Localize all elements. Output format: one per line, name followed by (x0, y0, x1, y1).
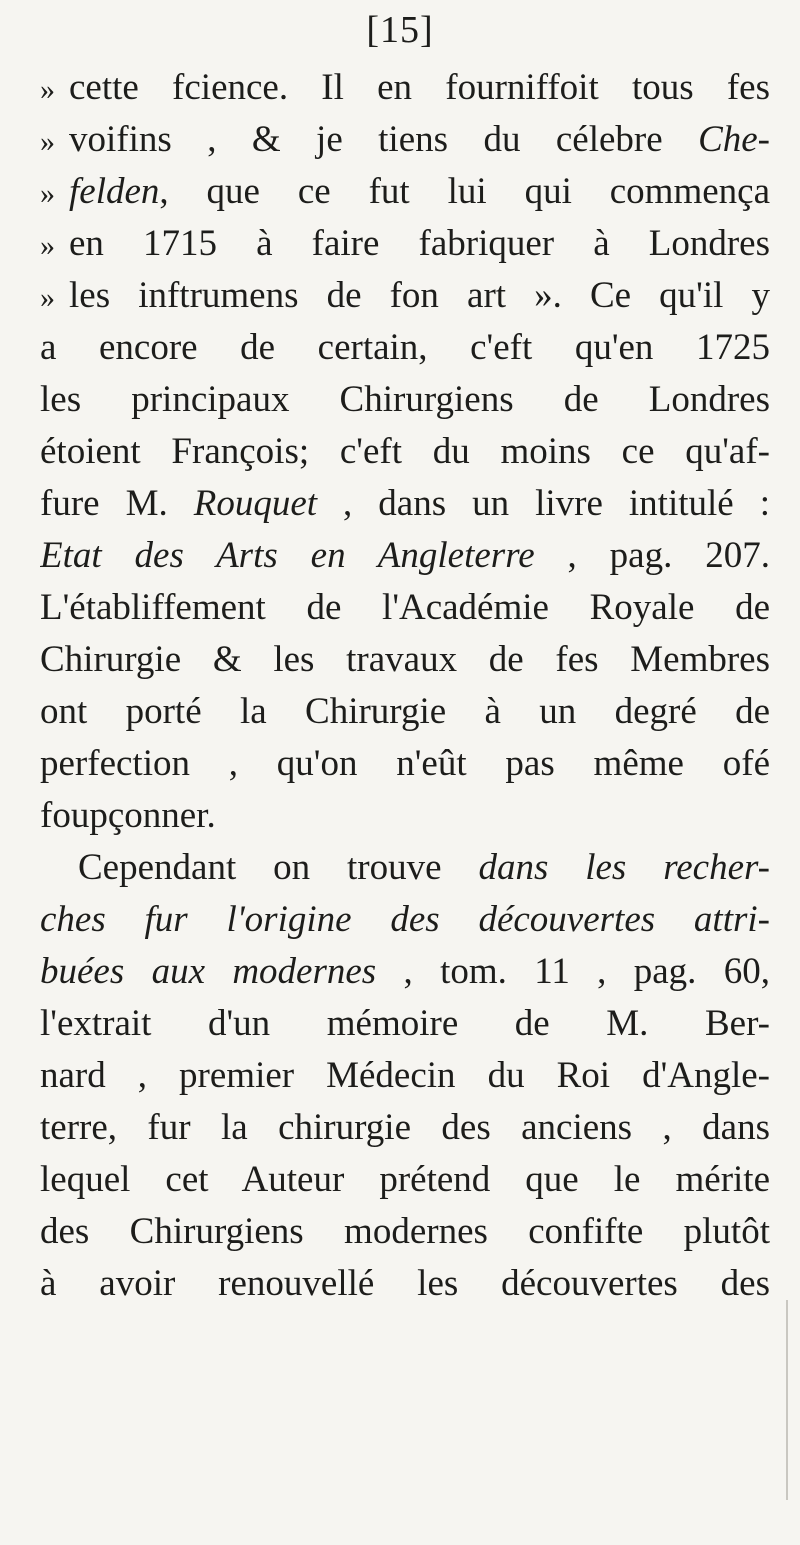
text-segment: les principaux Chirurgiens de Londres (40, 379, 770, 420)
quote-mark: » (40, 73, 55, 106)
quote-mark: » (40, 229, 55, 262)
quote-mark: » (40, 281, 55, 314)
text-line (40, 582, 770, 634)
italic-text: Rouquet (193, 483, 318, 524)
text-segment: terre, fur la chirurgie des anciens , dans (40, 1107, 770, 1148)
text-segment: Cependant on trouve (78, 847, 479, 888)
quote-mark: » (40, 177, 55, 210)
text-line (40, 686, 770, 738)
italic-text: ches fur l'origine des découvertes attri- (40, 899, 770, 940)
italic-text: Che- (698, 119, 770, 160)
text-segment: a encore de certain, c'eft qu'en 1725 (40, 327, 770, 368)
text-segment: ont porté la Chirurgie à un degré de (40, 691, 770, 732)
text-segment: fure M. (40, 483, 194, 524)
text-segment: voifins , & je tiens du célebre (69, 119, 699, 160)
text-segment: à avoir renouvellé les découvertes des (40, 1263, 770, 1304)
text-segment: étoient François; c'eft du moins ce qu'af- (40, 431, 770, 472)
text-line (40, 1154, 770, 1206)
text-segment: nard , premier Médecin du Roi d'Angle- (40, 1055, 770, 1096)
text-segment: en 1715 à faire fabriquer à Londres (69, 223, 770, 264)
text-segment: les inftrumens de fon art ». Ce qu'il y (69, 275, 770, 316)
text-segment: cette fcience. Il en fourniffoit tous fes (69, 67, 770, 108)
text-line (40, 998, 770, 1050)
text-line (40, 1258, 770, 1310)
italic-text: felden (69, 171, 160, 212)
text-line (40, 530, 770, 582)
quote-mark: » (40, 125, 55, 158)
italic-text: dans les recher- (478, 847, 770, 888)
italic-text: Etat des Arts en Angleterre (40, 535, 535, 576)
text-segment: des Chirurgiens modernes confifte plutôt (40, 1211, 770, 1252)
text-segment: , pag. 207. (534, 535, 770, 576)
text-line (40, 1102, 770, 1154)
text-line (40, 790, 770, 842)
text-segment: , tom. 11 , pag. 60, (376, 951, 770, 992)
text-line (40, 374, 770, 426)
text-segment: Chirurgie & les travaux de fes Membres (40, 639, 770, 680)
body-text (40, 62, 770, 1310)
text-line (40, 842, 770, 894)
text-segment: , que ce fut lui qui commença (159, 171, 770, 212)
text-line (40, 322, 770, 374)
text-segment: l'extrait d'un mémoire de M. Ber- (40, 1003, 770, 1044)
text-line (40, 738, 770, 790)
italic-text: buées aux modernes (40, 951, 377, 992)
text-line (40, 426, 770, 478)
text-line (40, 1050, 770, 1102)
text-line (40, 114, 770, 166)
text-segment: , dans un livre intitulé : (317, 483, 770, 524)
text-line (40, 166, 770, 218)
text-segment: foupçonner. (40, 795, 216, 836)
text-segment: perfection , qu'on n'eût pas même ofé (40, 743, 770, 784)
page-edge-mark (786, 1300, 788, 1500)
text-segment: L'établiffement de l'Académie Royale de (40, 587, 770, 628)
text-line (40, 270, 770, 322)
text-line (40, 894, 770, 946)
text-line (40, 62, 770, 114)
page-number: [15] (366, 9, 434, 51)
text-line (40, 946, 770, 998)
text-line (40, 478, 770, 530)
text-line (40, 634, 770, 686)
text-line (40, 1206, 770, 1258)
text-line (40, 218, 770, 270)
text-segment: lequel cet Auteur prétend que le mérite (40, 1159, 770, 1200)
